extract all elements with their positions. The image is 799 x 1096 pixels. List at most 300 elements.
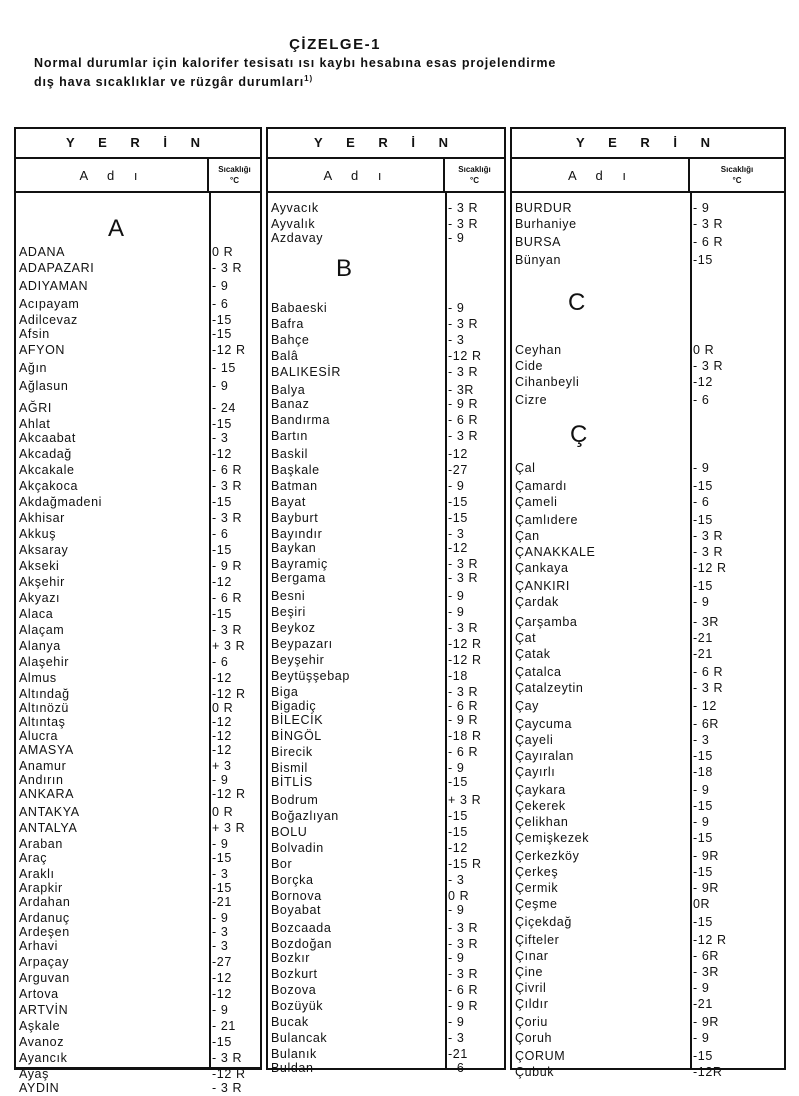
table-row bbox=[16, 911, 260, 926]
place-name: Altınözü bbox=[19, 701, 69, 715]
place-name: Araban bbox=[19, 837, 63, 851]
temperature-value: -21 bbox=[212, 895, 232, 909]
table-row bbox=[268, 495, 504, 510]
place-name: BİLECİK bbox=[271, 713, 324, 727]
temperature-value: -12 R bbox=[693, 933, 727, 947]
place-name: Aksaray bbox=[19, 543, 69, 557]
temperature-value: -15 bbox=[693, 479, 713, 493]
table-row bbox=[268, 589, 504, 604]
place-name: Boyabat bbox=[271, 903, 322, 917]
temperature-value: - 3 R bbox=[693, 217, 724, 231]
place-name: Çerkeş bbox=[515, 865, 559, 879]
temperature-value: -12 bbox=[448, 447, 468, 461]
table-row bbox=[16, 955, 260, 970]
table-row bbox=[512, 997, 784, 1012]
place-name: Çamlıdere bbox=[515, 513, 579, 527]
temperature-value: - 6 bbox=[693, 495, 710, 509]
temperature-value: - 9 R bbox=[448, 713, 479, 727]
table-row bbox=[16, 867, 260, 882]
place-name: Araklı bbox=[19, 867, 55, 881]
header-name: A d ı bbox=[268, 159, 445, 193]
table-row bbox=[268, 571, 504, 586]
place-name: Afsin bbox=[19, 327, 50, 341]
table-row bbox=[16, 743, 260, 758]
place-name: Alanya bbox=[19, 639, 61, 653]
table-row bbox=[512, 1065, 784, 1080]
table-row bbox=[268, 429, 504, 444]
temperature-value: 0 R bbox=[448, 889, 470, 903]
place-name: ÇANAKKALE bbox=[515, 545, 596, 559]
place-name: Arhavi bbox=[19, 939, 59, 953]
place-name: Arapkir bbox=[19, 881, 63, 895]
place-name: Altıntaş bbox=[19, 715, 66, 729]
table-row bbox=[16, 895, 260, 910]
place-name: AĞRI bbox=[19, 401, 52, 415]
table-row bbox=[512, 865, 784, 880]
temperature-value: - 9 R bbox=[448, 999, 479, 1013]
table-row bbox=[512, 529, 784, 544]
place-name: Biga bbox=[271, 685, 299, 699]
temperature-value: -15 bbox=[693, 749, 713, 763]
place-name: Ardanuç bbox=[19, 911, 70, 925]
header-yerin: Y E R İ N bbox=[16, 129, 260, 159]
header-temp-line1: Sıcaklığı bbox=[458, 165, 491, 174]
table-row bbox=[268, 889, 504, 904]
place-name: Akseki bbox=[19, 559, 60, 573]
place-name: Cide bbox=[515, 359, 544, 373]
temperature-value: -12 bbox=[212, 971, 232, 985]
place-name: ADAPAZARI bbox=[19, 261, 95, 275]
temperature-value: -15 bbox=[693, 253, 713, 267]
place-name: Akşehir bbox=[19, 575, 65, 589]
section-letter-c: C bbox=[568, 289, 586, 316]
place-name: Ağlasun bbox=[19, 379, 69, 393]
table-row bbox=[268, 397, 504, 412]
temperature-value: -15 bbox=[212, 1035, 232, 1049]
place-name: Çıldır bbox=[515, 997, 549, 1011]
table-row bbox=[16, 527, 260, 542]
place-name: AYDIN bbox=[19, 1081, 60, 1095]
place-name: Baykan bbox=[271, 541, 317, 555]
table-row bbox=[512, 717, 784, 732]
table-row bbox=[268, 951, 504, 966]
table-row bbox=[512, 513, 784, 528]
temperature-value: -15 bbox=[693, 831, 713, 845]
place-name: Ahlat bbox=[19, 417, 51, 431]
table-row bbox=[16, 671, 260, 686]
table-row bbox=[16, 1035, 260, 1050]
temperature-value: -15 bbox=[693, 865, 713, 879]
table-row bbox=[16, 787, 260, 802]
place-name: AFYON bbox=[19, 343, 66, 357]
subtitle-line-2 bbox=[34, 74, 313, 89]
temperature-value: - 3 R bbox=[212, 511, 243, 525]
section-letter-c-cedilla: Ç bbox=[570, 421, 588, 448]
table-row bbox=[268, 479, 504, 494]
place-name: BİTLİS bbox=[271, 775, 313, 789]
temperature-value: -21 bbox=[693, 997, 713, 1011]
place-name: Çatalzeytin bbox=[515, 681, 584, 695]
table-row bbox=[512, 799, 784, 814]
temperature-value: -15 bbox=[693, 799, 713, 813]
table-row bbox=[512, 1049, 784, 1064]
table-row bbox=[268, 1061, 504, 1076]
temperature-value: + 3 R bbox=[212, 821, 246, 835]
subtitle-line-1: Normal durumlar için kalorifer tesisatı ısı kaybı hesabına esas projelendirme bbox=[34, 56, 557, 70]
table-row bbox=[268, 825, 504, 840]
table-row bbox=[268, 301, 504, 316]
table-row bbox=[16, 313, 260, 328]
header-yerin: Y E R İ N bbox=[512, 129, 784, 159]
place-name: Çatak bbox=[515, 647, 551, 661]
place-name: Bigadiç bbox=[271, 699, 317, 713]
temperature-value: -12 bbox=[693, 375, 713, 389]
temperature-value: - 6R bbox=[693, 717, 720, 731]
place-name: Çoriu bbox=[515, 1015, 548, 1029]
temperature-value: - 9 bbox=[448, 231, 465, 245]
temperature-value: -15 bbox=[212, 851, 232, 865]
place-name: Çekerek bbox=[515, 799, 566, 813]
table-row bbox=[16, 729, 260, 744]
temperature-value: - 3 bbox=[448, 1031, 465, 1045]
place-name: Ağın bbox=[19, 361, 48, 375]
place-name: Bismil bbox=[271, 761, 308, 775]
temperature-value: - 3 R bbox=[448, 201, 479, 215]
place-name: Acıpayam bbox=[19, 297, 80, 311]
temperature-value: - 3 R bbox=[448, 557, 479, 571]
table-row bbox=[16, 495, 260, 510]
temperature-value: - 6R bbox=[693, 949, 720, 963]
place-name: Çermik bbox=[515, 881, 559, 895]
table-row bbox=[16, 543, 260, 558]
place-name: Ayvalık bbox=[271, 217, 316, 231]
place-name: Beyşehir bbox=[271, 653, 325, 667]
table-row bbox=[268, 621, 504, 636]
temperature-value: -15 bbox=[448, 775, 468, 789]
place-name: Çamardı bbox=[515, 479, 568, 493]
place-name: Bafra bbox=[271, 317, 304, 331]
temperature-value: -12 bbox=[212, 447, 232, 461]
table-row bbox=[268, 527, 504, 542]
temperature-value: - 9 bbox=[693, 981, 710, 995]
table-row bbox=[16, 623, 260, 638]
place-name: BURDUR bbox=[515, 201, 573, 215]
place-name: Bergama bbox=[271, 571, 326, 585]
place-name: Arpaçay bbox=[19, 955, 70, 969]
place-name: Akyazı bbox=[19, 591, 61, 605]
temperature-value: - 3 R bbox=[448, 317, 479, 331]
place-name: Çaykara bbox=[515, 783, 566, 797]
table-row bbox=[512, 545, 784, 560]
table-row bbox=[268, 967, 504, 982]
temperature-value: - 6 bbox=[448, 1061, 465, 1075]
place-name: Araç bbox=[19, 851, 48, 865]
temperature-value: - 6 bbox=[212, 527, 229, 541]
place-name: Banaz bbox=[271, 397, 310, 411]
place-name: Birecik bbox=[271, 745, 313, 759]
temperature-value: - 21 bbox=[212, 1019, 236, 1033]
place-name: ARTVİN bbox=[19, 1003, 69, 1017]
temperature-value: - 9 R bbox=[212, 559, 243, 573]
table-row bbox=[512, 461, 784, 476]
table-row bbox=[512, 1031, 784, 1046]
table-row bbox=[512, 201, 784, 216]
temperature-value: - 3 bbox=[693, 733, 710, 747]
temperature-value: - 3 bbox=[212, 925, 229, 939]
place-name: Çay bbox=[515, 699, 540, 713]
place-name: Bor bbox=[271, 857, 293, 871]
table-panel-2 bbox=[266, 127, 506, 1075]
section-letter-b: B bbox=[336, 255, 353, 282]
table-row bbox=[512, 831, 784, 846]
place-name: Burhaniye bbox=[515, 217, 577, 231]
temperature-value: -15 bbox=[448, 825, 468, 839]
table-row bbox=[268, 713, 504, 728]
temperature-value: - 9R bbox=[693, 881, 720, 895]
place-name: Çoruh bbox=[515, 1031, 553, 1045]
temperature-value: -18 bbox=[693, 765, 713, 779]
temperature-value: - 3 R bbox=[448, 621, 479, 635]
place-name: Altındağ bbox=[19, 687, 70, 701]
table-row bbox=[268, 999, 504, 1014]
header-temp-line2: °C bbox=[230, 176, 239, 185]
place-name: Çemişkezek bbox=[515, 831, 590, 845]
place-name: Akçakoca bbox=[19, 479, 78, 493]
place-name: Bayburt bbox=[271, 511, 319, 525]
place-name: Çubuk bbox=[515, 1065, 555, 1079]
place-name: Anamur bbox=[19, 759, 67, 773]
place-name: Buldan bbox=[271, 1061, 314, 1075]
table-row bbox=[16, 559, 260, 574]
temperature-value: - 3 bbox=[212, 939, 229, 953]
table-row bbox=[268, 857, 504, 872]
temperature-value: -15 bbox=[693, 579, 713, 593]
temperature-value: -12 bbox=[448, 541, 468, 555]
header-temp-line2: °C bbox=[470, 176, 479, 185]
place-name: Akcadağ bbox=[19, 447, 72, 461]
place-name: Çayeli bbox=[515, 733, 554, 747]
temperature-value: -15 bbox=[212, 417, 232, 431]
page-title: ÇİZELGE-1 bbox=[289, 36, 381, 53]
table-row bbox=[16, 361, 260, 376]
table-row bbox=[16, 773, 260, 788]
temperature-value: -27 bbox=[448, 463, 468, 477]
temperature-value: - 3 R bbox=[212, 261, 243, 275]
subtitle-line-2-text: dış hava sıcaklıklar ve rüzgâr durumları bbox=[34, 75, 305, 90]
place-name: Çınar bbox=[515, 949, 549, 963]
place-name: Alaşehir bbox=[19, 655, 69, 669]
table-row bbox=[512, 561, 784, 576]
temperature-value: 0R bbox=[693, 897, 711, 911]
table-row bbox=[512, 359, 784, 374]
temperature-value: -12 R bbox=[212, 1067, 246, 1081]
table-row bbox=[512, 765, 784, 780]
table-row bbox=[16, 1067, 260, 1082]
place-name: Bornova bbox=[271, 889, 322, 903]
table-row bbox=[268, 841, 504, 856]
temperature-value: - 3 bbox=[448, 527, 465, 541]
temperature-value: - 3 R bbox=[448, 429, 479, 443]
table-row bbox=[268, 463, 504, 478]
temperature-value: - 3 R bbox=[448, 967, 479, 981]
temperature-value: -15 bbox=[448, 511, 468, 525]
temperature-value: - 3R bbox=[693, 965, 720, 979]
table-row bbox=[512, 647, 784, 662]
temperature-value: - 3 bbox=[448, 333, 465, 347]
table-row bbox=[268, 231, 504, 246]
table-row bbox=[268, 349, 504, 364]
place-name: Alaca bbox=[19, 607, 54, 621]
temperature-value: - 9 bbox=[693, 783, 710, 797]
table-row bbox=[512, 479, 784, 494]
table-row bbox=[512, 217, 784, 232]
place-name: Avanoz bbox=[19, 1035, 65, 1049]
table-row bbox=[512, 631, 784, 646]
temperature-value: 0 R bbox=[212, 245, 234, 259]
temperature-value: -12 R bbox=[693, 561, 727, 575]
place-name: Çameli bbox=[515, 495, 558, 509]
place-name: Beykoz bbox=[271, 621, 316, 635]
header-temp bbox=[207, 159, 260, 193]
table-row bbox=[512, 849, 784, 864]
table-row bbox=[512, 595, 784, 610]
temperature-value: -15 bbox=[693, 513, 713, 527]
temperature-value: - 9 bbox=[448, 761, 465, 775]
place-name: Çayırlı bbox=[515, 765, 556, 779]
table-row bbox=[268, 685, 504, 700]
place-name: Adilcevaz bbox=[19, 313, 78, 327]
temperature-value: - 9 bbox=[212, 837, 229, 851]
table-row bbox=[16, 805, 260, 820]
temperature-value: - 6 R bbox=[212, 591, 243, 605]
table-row bbox=[268, 761, 504, 776]
temperature-value: -15 R bbox=[448, 857, 482, 871]
table-row bbox=[16, 417, 260, 432]
place-name: Akcaabat bbox=[19, 431, 76, 445]
table-row bbox=[16, 279, 260, 294]
table-row bbox=[16, 1081, 260, 1096]
place-name: Aşkale bbox=[19, 1019, 61, 1033]
table-row bbox=[268, 1015, 504, 1030]
temperature-value: -12 bbox=[212, 715, 232, 729]
temperature-value: - 9 bbox=[693, 595, 710, 609]
temperature-value: -12 bbox=[212, 729, 232, 743]
temperature-value: - 9 bbox=[693, 461, 710, 475]
temperature-value: -21 bbox=[693, 631, 713, 645]
place-name: Bulanık bbox=[271, 1047, 317, 1061]
place-name: Cihanbeyli bbox=[515, 375, 580, 389]
temperature-value: -12 R bbox=[212, 787, 246, 801]
place-name: ANTAKYA bbox=[19, 805, 80, 819]
table-row bbox=[512, 815, 784, 830]
table-row bbox=[512, 495, 784, 510]
table-row bbox=[268, 745, 504, 760]
table-row bbox=[16, 687, 260, 702]
table-row bbox=[512, 253, 784, 268]
temperature-value: -12 bbox=[212, 743, 232, 757]
temperature-value: -18 R bbox=[448, 729, 482, 743]
temperature-value: - 3 R bbox=[212, 479, 243, 493]
table-row bbox=[16, 971, 260, 986]
table-row bbox=[268, 809, 504, 824]
place-name: Alaçam bbox=[19, 623, 65, 637]
temperature-value: -12 bbox=[212, 671, 232, 685]
place-name: Balya bbox=[271, 383, 306, 397]
place-name: Bünyan bbox=[515, 253, 561, 267]
place-name: Artova bbox=[19, 987, 59, 1001]
table-row bbox=[16, 401, 260, 416]
table-row bbox=[512, 749, 784, 764]
header-name: A d ı bbox=[512, 159, 690, 193]
temperature-value: - 3 R bbox=[693, 529, 724, 543]
place-name: Bandırma bbox=[271, 413, 330, 427]
place-name: Bolvadin bbox=[271, 841, 324, 855]
temperature-value: -15 bbox=[212, 495, 232, 509]
temperature-value: + 3 bbox=[212, 759, 232, 773]
place-name: Almus bbox=[19, 671, 57, 685]
table-row bbox=[16, 511, 260, 526]
temperature-value: - 9 bbox=[693, 201, 710, 215]
header-name: A d ı bbox=[16, 159, 209, 193]
table-row bbox=[16, 1003, 260, 1018]
table-row bbox=[268, 201, 504, 216]
temperature-value: - 6 R bbox=[448, 983, 479, 997]
header-temp bbox=[443, 159, 504, 193]
table-row bbox=[16, 939, 260, 954]
place-name: Bodrum bbox=[271, 793, 319, 807]
table-row bbox=[16, 479, 260, 494]
temperature-value: - 15 bbox=[212, 361, 236, 375]
place-name: Baskil bbox=[271, 447, 308, 461]
place-name: Beşiri bbox=[271, 605, 306, 619]
temperature-value: -15 bbox=[448, 809, 468, 823]
table-row bbox=[512, 1015, 784, 1030]
temperature-value: - 6 R bbox=[448, 413, 479, 427]
place-name: Babaeski bbox=[271, 301, 328, 315]
table-row bbox=[268, 921, 504, 936]
temperature-value: - 6 bbox=[212, 297, 229, 311]
place-name: Borçka bbox=[271, 873, 314, 887]
place-name: Çal bbox=[515, 461, 536, 475]
place-name: Çan bbox=[515, 529, 540, 543]
place-name: Bartın bbox=[271, 429, 308, 443]
table-row bbox=[268, 447, 504, 462]
table-row bbox=[16, 837, 260, 852]
place-name: Çeşme bbox=[515, 897, 558, 911]
temperature-value: -12 R bbox=[212, 343, 246, 357]
temperature-value: -12 bbox=[212, 987, 232, 1001]
place-name: Çayıralan bbox=[515, 749, 574, 763]
temperature-value: -12 R bbox=[212, 687, 246, 701]
temperature-value: + 3 R bbox=[212, 639, 246, 653]
temperature-value: - 6 R bbox=[212, 463, 243, 477]
temperature-value: -15 bbox=[693, 1049, 713, 1063]
place-name: Çine bbox=[515, 965, 544, 979]
temperature-value: - 9 bbox=[448, 479, 465, 493]
place-name: Ayvacık bbox=[271, 201, 319, 215]
place-name: Ceyhan bbox=[515, 343, 562, 357]
place-name: ÇORUM bbox=[515, 1049, 566, 1063]
place-name: Boğazlıyan bbox=[271, 809, 339, 823]
table-row bbox=[16, 655, 260, 670]
place-name: Bozkır bbox=[271, 951, 311, 965]
place-name: Akkuş bbox=[19, 527, 57, 541]
table-row bbox=[16, 925, 260, 940]
place-name: Ardeşen bbox=[19, 925, 70, 939]
temperature-value: - 9 bbox=[448, 951, 465, 965]
table-row bbox=[268, 873, 504, 888]
table-row bbox=[268, 775, 504, 790]
